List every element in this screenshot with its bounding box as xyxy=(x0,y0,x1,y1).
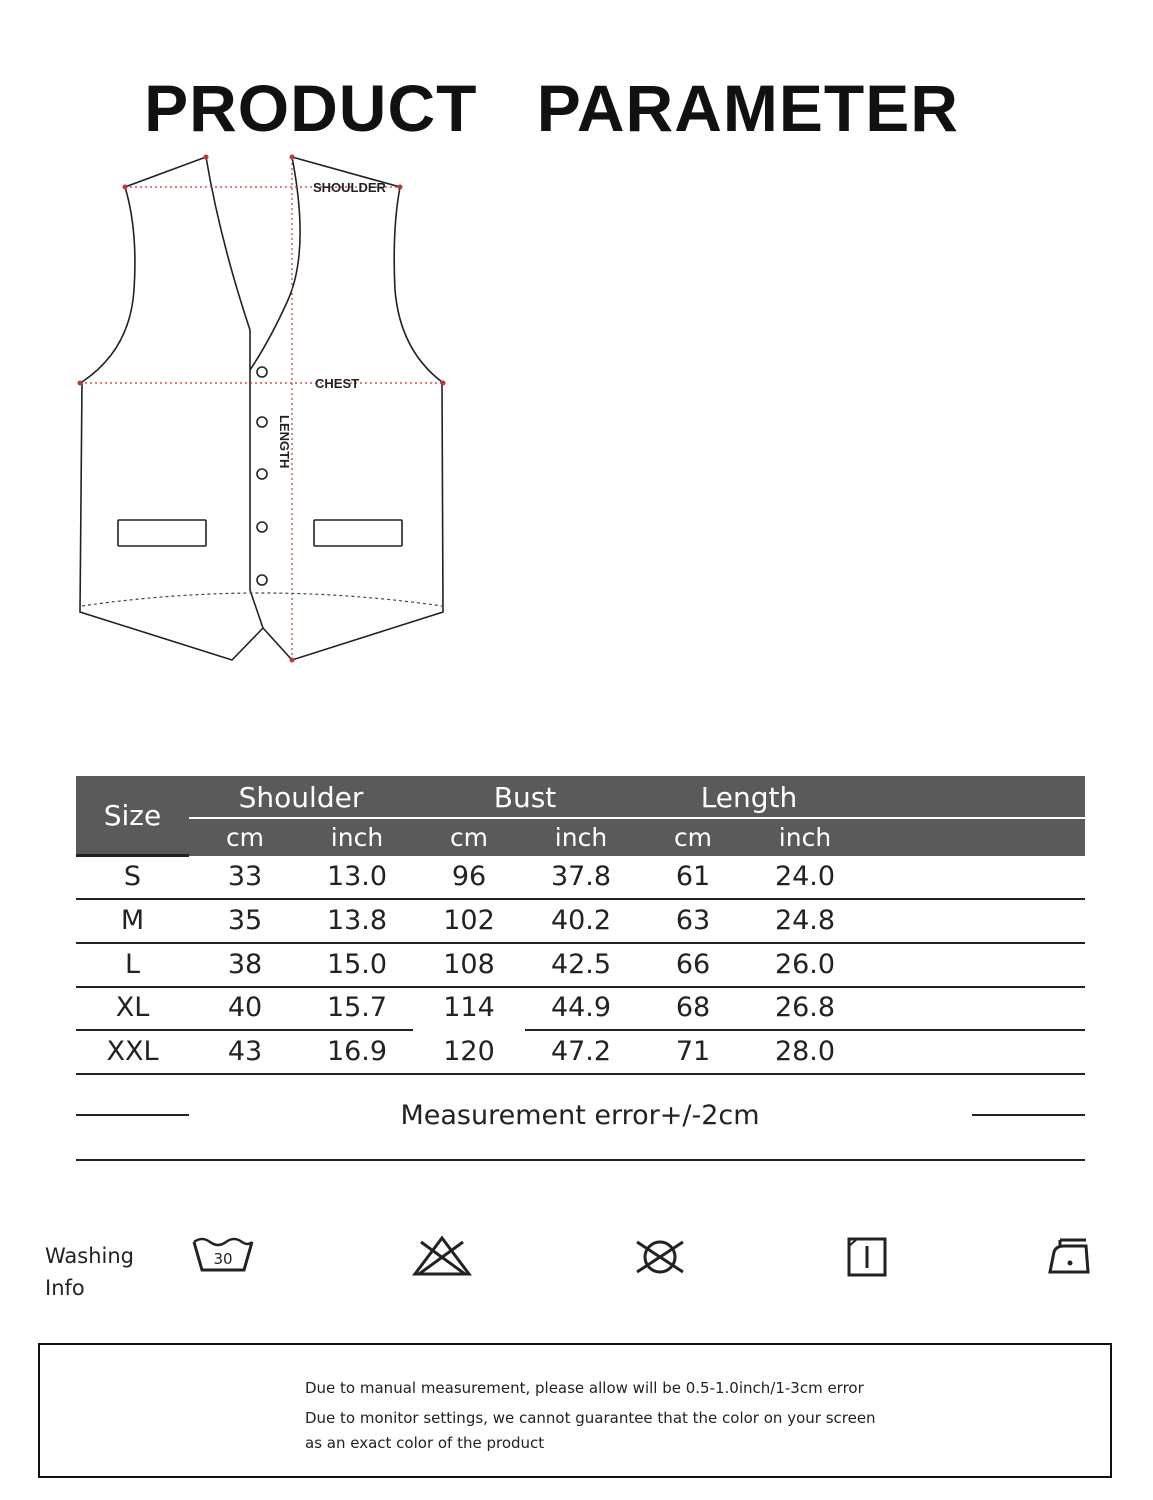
note-line: Due to monitor settings, we cannot guarantee that the color on your screen xyxy=(305,1409,876,1427)
length-header: Length xyxy=(700,781,798,814)
no-tumble-dry-icon xyxy=(625,1232,695,1282)
value-cell: 38 xyxy=(227,949,263,980)
value-cell: 42.5 xyxy=(550,949,612,980)
page-title: PRODUCT PARAMETER xyxy=(144,71,959,145)
value-cell: 28.0 xyxy=(774,1036,836,1067)
table-row xyxy=(76,1031,1085,1074)
value-cell: 40 xyxy=(227,992,263,1023)
length-label: LENGTH xyxy=(277,415,292,469)
value-cell: 102 xyxy=(443,905,495,936)
note-line: as an exact color of the product xyxy=(305,1434,545,1452)
size-cell: XL xyxy=(115,992,150,1023)
value-cell: 26.0 xyxy=(774,949,836,980)
value-cell: 35 xyxy=(227,905,263,936)
value-cell: 108 xyxy=(443,949,495,980)
size-header: Size xyxy=(103,799,162,832)
value-cell: 13.8 xyxy=(326,905,388,936)
table-row xyxy=(76,944,1085,987)
value-cell: 24.8 xyxy=(774,905,836,936)
table-row xyxy=(76,987,1085,1030)
wash-30-icon xyxy=(188,1232,258,1282)
size-cell: M xyxy=(120,905,145,936)
chest-label: CHEST xyxy=(315,376,360,391)
value-cell: 40.2 xyxy=(550,905,612,936)
value-cell: 13.0 xyxy=(326,861,388,892)
value-cell: 37.8 xyxy=(550,861,612,892)
iron-low-icon xyxy=(1036,1232,1106,1282)
value-cell: 43 xyxy=(227,1036,263,1067)
value-cell: 16.9 xyxy=(326,1036,388,1067)
no-bleach-icon xyxy=(407,1232,477,1282)
value-cell: 47.2 xyxy=(550,1036,612,1067)
notes-box xyxy=(38,1343,1112,1478)
value-cell: 96 xyxy=(451,861,487,892)
table-row xyxy=(76,856,1085,899)
svg-text:30: 30 xyxy=(213,1250,233,1268)
value-cell: 114 xyxy=(443,992,495,1023)
value-cell: 24.0 xyxy=(774,861,836,892)
vest-diagram xyxy=(70,150,460,670)
unit-header: cm xyxy=(449,823,489,852)
value-cell: 71 xyxy=(675,1036,711,1067)
line-dry-icon xyxy=(832,1232,902,1282)
value-cell: 66 xyxy=(675,949,711,980)
error-bottom-rule xyxy=(76,1159,1085,1161)
size-cell: L xyxy=(124,949,141,980)
unit-header: inch xyxy=(554,823,608,852)
value-cell: 44.9 xyxy=(550,992,612,1023)
unit-header: inch xyxy=(778,823,832,852)
measurement-error-note: Measurement error+/-2cm xyxy=(400,1100,760,1131)
value-cell: 15.0 xyxy=(326,949,388,980)
value-cell: 33 xyxy=(227,861,263,892)
washing-info-label: Washing Info xyxy=(45,1244,135,1300)
value-cell: 120 xyxy=(443,1036,495,1067)
table-row xyxy=(76,900,1085,943)
unit-header: inch xyxy=(330,823,384,852)
shoulder-label: SHOULDER xyxy=(313,180,386,195)
value-cell: 61 xyxy=(675,861,711,892)
note-line: Due to manual measurement, please allow will be 0.5-1.0inch/1-3cm error xyxy=(305,1379,864,1397)
value-cell: 68 xyxy=(675,992,711,1023)
shoulder-header: Shoulder xyxy=(238,781,364,814)
unit-header: cm xyxy=(225,823,265,852)
value-cell: 26.8 xyxy=(774,992,836,1023)
value-cell: 63 xyxy=(675,905,711,936)
size-cell: XXL xyxy=(106,1036,159,1067)
row-divider xyxy=(76,1073,1085,1075)
value-cell: 15.7 xyxy=(326,992,388,1023)
bust-header: Bust xyxy=(493,781,557,814)
size-cell: S xyxy=(123,861,142,892)
unit-header: cm xyxy=(673,823,713,852)
